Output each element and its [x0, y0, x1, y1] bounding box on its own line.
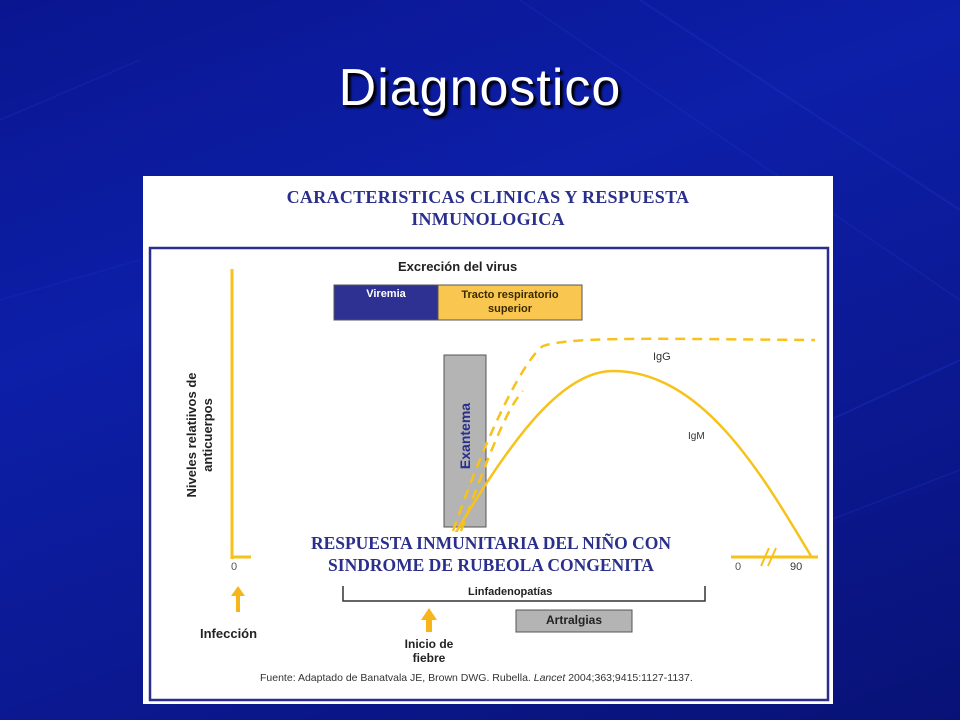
- y-axis-label-line1: Niveles relatiivos de: [184, 372, 199, 498]
- lymph-label: Linfadenopatías: [468, 586, 553, 598]
- arthralgia-label: Artralgias: [545, 613, 603, 627]
- figure-graphics: [143, 176, 833, 704]
- tick-label-0: 0: [231, 561, 238, 573]
- tick-label-90: 90: [790, 561, 803, 573]
- y-axis-label-line2: anticuerpos: [200, 398, 215, 472]
- fever-label-line2: fiebre: [412, 651, 446, 665]
- source-suffix: 2004;363;9415:1127-1137.: [565, 672, 693, 684]
- virus-excretion-title: Excreción del virus: [398, 259, 518, 274]
- overlay-title-line1: RESPUESTA INMUNITARIA DEL NIÑO CON: [310, 533, 672, 553]
- figure-header-line2: INMUNOLOGICA: [411, 209, 565, 229]
- source-citation: [260, 672, 693, 684]
- source-prefix: Fuente: Adaptado de Banatvala JE, Brown DWG. Rubella.: [260, 672, 534, 684]
- viremia-label: Viremia: [366, 288, 406, 300]
- slide-title: Diagnostico: [338, 59, 622, 117]
- figure-panel: [143, 176, 833, 704]
- fever-label-line1: Inicio de: [404, 637, 454, 651]
- fever-label: [391, 637, 467, 665]
- respiratory-label-line1: Tracto respiratorio: [461, 289, 559, 301]
- figure-header: [143, 186, 833, 230]
- infection-label: Infección: [200, 626, 258, 641]
- overlay-title-line2: SINDROME DE RUBEOLA CONGENITA: [328, 555, 654, 575]
- igm-label: IgM: [688, 431, 705, 442]
- figure-header-line1: CARACTERISTICAS CLINICAS Y RESPUESTA: [286, 187, 690, 207]
- igg-label: IgG: [653, 351, 671, 363]
- tick-label-mid: 0: [735, 561, 742, 573]
- source-journal: Lancet: [533, 672, 566, 684]
- y-axis-label: [184, 350, 216, 520]
- fever-arrow: [421, 608, 437, 632]
- overlay-title: [251, 532, 731, 576]
- igg-curve: [453, 339, 815, 531]
- respiratory-label-line2: superior: [487, 303, 532, 315]
- exanthem-label: Exantema: [457, 402, 473, 470]
- infection-arrow: [231, 586, 245, 612]
- respiratory-label: [438, 288, 582, 316]
